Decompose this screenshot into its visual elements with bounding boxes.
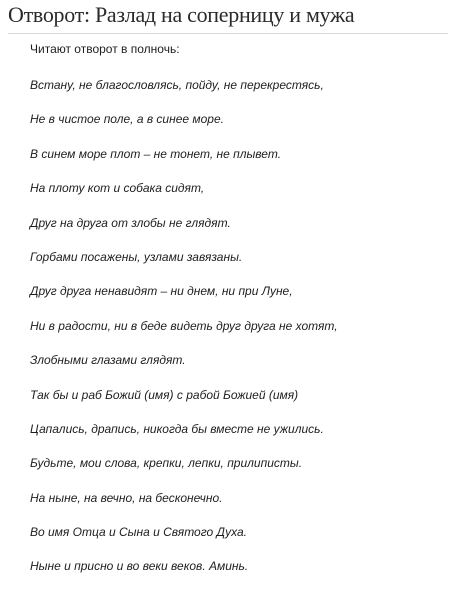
verse-line: Во имя Отца и Сына и Святого Духа. — [30, 525, 247, 540]
verse-line: Ни в радости, ни в беде видеть друг друга не хотят, — [30, 318, 338, 333]
verse-line: Злобными глазами глядят. — [30, 353, 186, 368]
verse-line: В синем море плот – не тонет, не плывет. — [30, 146, 282, 161]
verse-line: Ныне и присно и во веки веков. Аминь. — [30, 559, 249, 574]
verse-list — [30, 78, 338, 594]
intro-text: Читают отворот в полночь: — [30, 42, 180, 56]
verse-line: На ныне, на вечно, на бесконечно. — [30, 490, 223, 505]
verse-line: Не в чистое поле, а в синее море. — [30, 112, 224, 127]
verse-line: Так бы и раб Божий (имя) с рабой Божией (имя) — [30, 387, 299, 402]
verse-line: Горбами посажены, узлами завязаны. — [30, 249, 243, 264]
verse-line: Друг на друга от злобы не глядят. — [30, 215, 231, 230]
page-title: Отворот: Разлад на соперницу и мужа — [8, 2, 355, 27]
title-divider — [8, 33, 448, 34]
verse-line: Будьте, мои слова, крепки, лепки, прилиписты. — [30, 456, 303, 471]
verse-line: Друг друга ненавидят – ни днем, ни при Луне, — [30, 284, 293, 299]
verse-line: На плоту кот и собака сидят, — [30, 181, 205, 196]
verse-line: Встану, не благословлясь, пойду, не перекрестясь, — [30, 78, 324, 92]
verse-line: Цапались, драпись, никогда бы вместе не ужились. — [30, 421, 324, 436]
